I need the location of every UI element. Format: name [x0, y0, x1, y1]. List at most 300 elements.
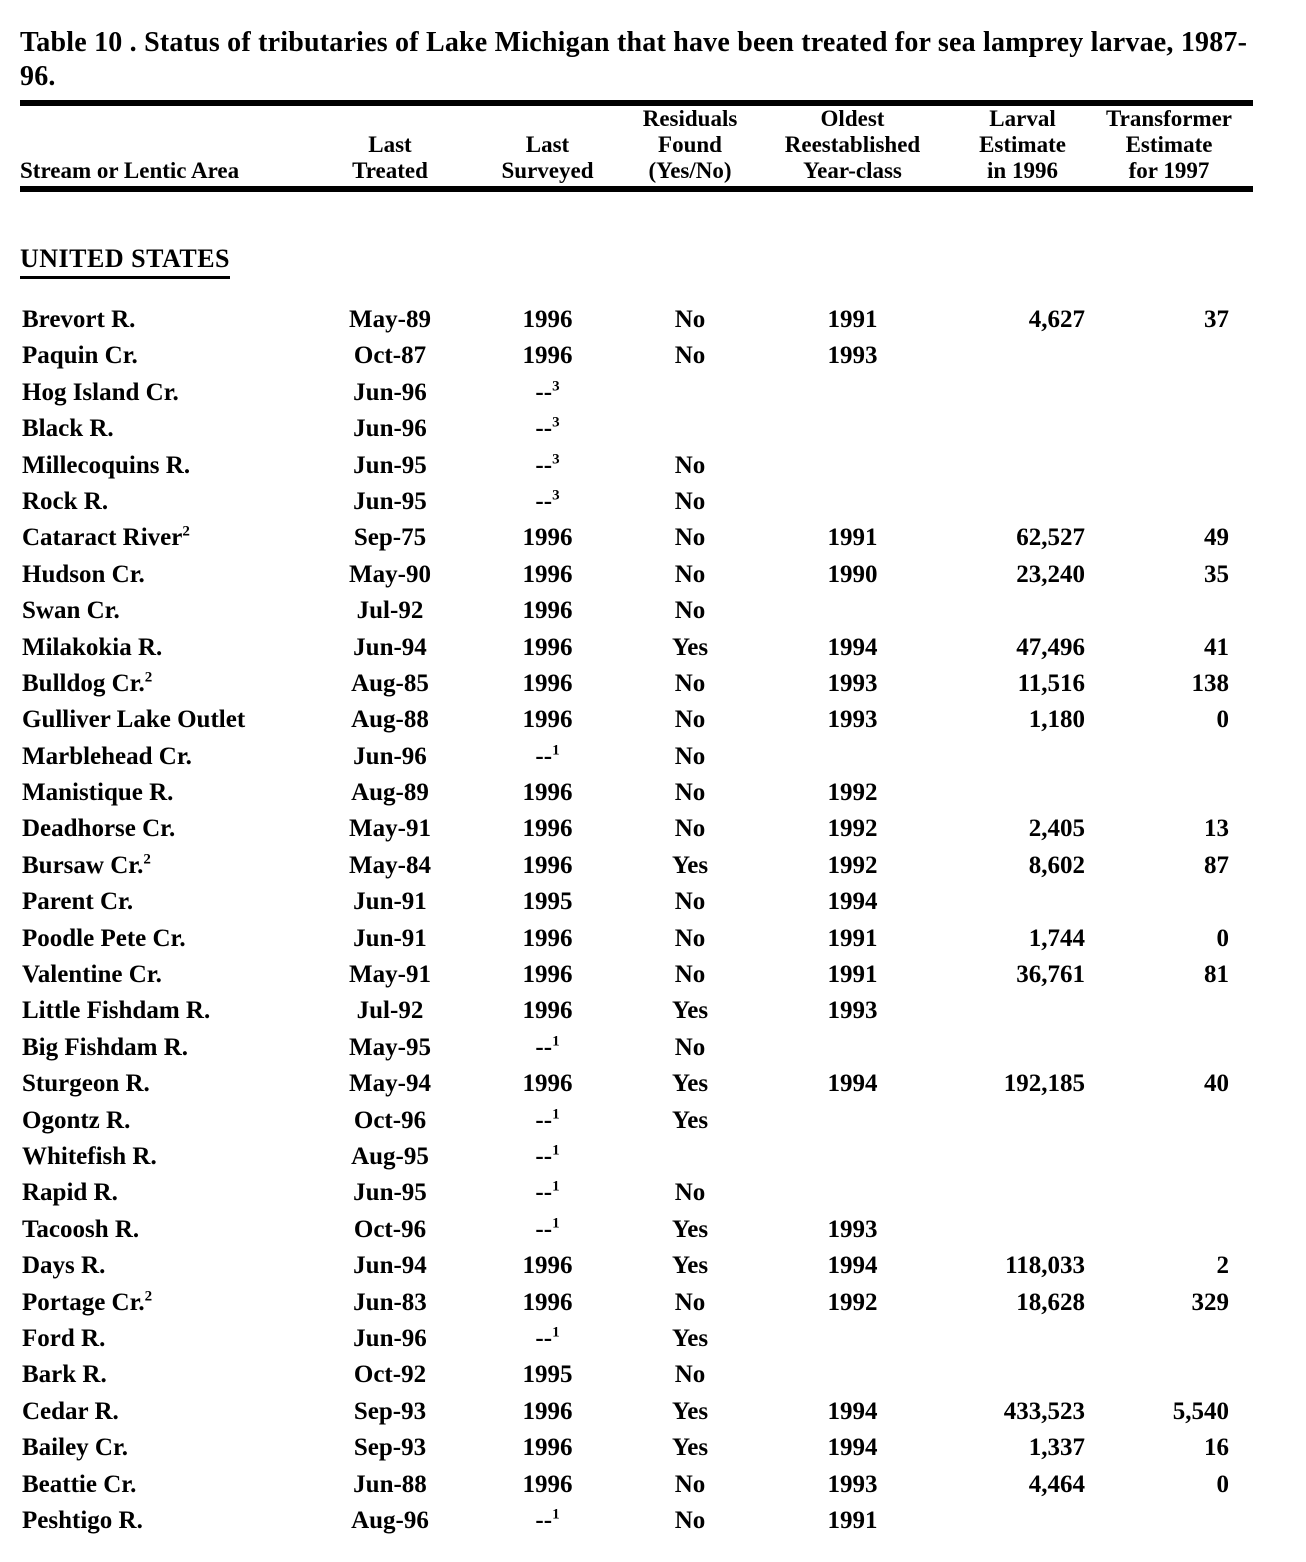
last-treated-cell: Oct-87 [353, 342, 427, 370]
footnote-marker: 2 [144, 669, 153, 686]
larval-estimate-cell [960, 1030, 1085, 1066]
last-surveyed-cell: 1996 [522, 924, 573, 952]
larval-estimate-cell: 1,180 [1028, 706, 1085, 734]
oldest-year-class-cell [745, 593, 960, 629]
larval-estimate-cell [960, 1139, 1085, 1175]
header-line: Stream or Lentic Area [20, 158, 240, 183]
transformer-estimate-cell: 2 [1216, 1252, 1229, 1280]
last-surveyed-cell: 1996 [522, 1434, 573, 1462]
footnote-marker: 1 [552, 1179, 560, 1196]
oldest-year-class-cell [745, 1103, 960, 1139]
oldest-year-class-cell [745, 448, 960, 484]
last-treated-cell: Oct-96 [353, 1215, 427, 1243]
stream-name-cell: Big Fishdam R. [22, 1033, 189, 1061]
last-treated-cell: May-94 [349, 1070, 431, 1098]
larval-estimate-cell [960, 338, 1085, 374]
larval-estimate-cell [960, 1212, 1085, 1248]
stream-name-cell: Rapid R. [22, 1179, 118, 1207]
last-surveyed-cell: 1996 [522, 1397, 573, 1425]
footnote-marker: 2 [144, 1288, 153, 1305]
last-surveyed-cell: 1995 [522, 888, 573, 916]
table-row [20, 411, 1253, 447]
larval-estimate-cell: 1,744 [1028, 924, 1085, 952]
data-table [20, 100, 1253, 1539]
oldest-year-class-cell: 1991 [827, 961, 878, 989]
stream-name-cell: Portage Cr.$^2$ [22, 1288, 153, 1316]
larval-estimate-cell [960, 375, 1085, 411]
last-treated-cell: Jul-92 [356, 997, 424, 1025]
footnote-marker: 3 [552, 451, 560, 468]
oldest-year-class-cell: 1991 [827, 924, 878, 952]
last-surveyed-cell: 1996 [522, 597, 573, 625]
header-larval-estimate-in-1996 [960, 106, 1085, 186]
larval-estimate-cell: 118,033 [1005, 1252, 1085, 1280]
table-row [20, 302, 1253, 338]
residuals-found-cell: Yes [671, 1324, 709, 1352]
table-row [20, 1212, 1253, 1248]
footnote-marker: 1 [552, 1033, 560, 1050]
transformer-estimate-cell: 0 [1216, 706, 1229, 734]
footnote-marker: 1 [552, 1142, 560, 1159]
table-row [20, 1394, 1253, 1430]
table-row [20, 1103, 1253, 1139]
table-row [20, 1030, 1253, 1066]
larval-estimate-cell [960, 484, 1085, 520]
larval-estimate-cell: 1,337 [1028, 1434, 1085, 1462]
larval-estimate-cell: 4,464 [1028, 1470, 1085, 1498]
oldest-year-class-cell: 1991 [827, 306, 878, 333]
residuals-found-cell: No [674, 888, 706, 916]
header-line: in 1996 [987, 158, 1058, 183]
footnote-marker: 2 [143, 851, 151, 868]
header-last-treated [320, 132, 460, 186]
table-row [20, 1430, 1253, 1466]
table-header-row [20, 106, 1253, 186]
transformer-estimate-cell [1085, 484, 1253, 520]
table-row [20, 739, 1253, 775]
last-treated-cell: Oct-96 [353, 1106, 427, 1134]
oldest-year-class-cell: 1994 [827, 1434, 878, 1462]
larval-estimate-cell: 62,527 [1016, 524, 1085, 552]
oldest-year-class-cell: 1991 [827, 1506, 878, 1534]
last-surveyed-cell: --$^3$ [535, 378, 560, 406]
stream-name-cell: Hudson Cr. [22, 560, 145, 588]
table-row [20, 1139, 1253, 1175]
residuals-found-cell [635, 375, 745, 411]
transformer-estimate-cell [1085, 375, 1253, 411]
section-heading-united-states: UNITED STATES [20, 244, 230, 279]
transformer-estimate-cell [1085, 739, 1253, 775]
stream-name-cell: Manistique R. [22, 779, 174, 807]
last-treated-cell: Jun-95 [353, 1179, 427, 1207]
last-surveyed-cell: 1996 [522, 851, 573, 879]
header-oldest-reestablished-year-class [745, 106, 960, 186]
table-row [20, 1503, 1253, 1539]
residuals-found-cell: No [674, 597, 706, 625]
stream-name-cell: Bailey Cr. [22, 1434, 129, 1462]
transformer-estimate-cell: 41 [1204, 633, 1229, 661]
last-treated-cell: May-91 [349, 815, 431, 843]
table-title: Table 10 . Status of tributaries of Lake Michigan that have been treated for sea lamprey larvae, 1987-96. [20, 27, 1248, 92]
table-row [20, 848, 1253, 884]
oldest-year-class-cell: 1993 [827, 997, 878, 1025]
last-treated-cell: Jun-88 [353, 1470, 427, 1498]
stream-name-cell: Deadhorse Cr. [22, 815, 176, 843]
residuals-found-cell: No [674, 815, 706, 843]
oldest-year-class-cell: 1993 [827, 1215, 878, 1243]
residuals-found-cell: No [674, 961, 706, 989]
last-treated-cell: Sep-75 [353, 524, 427, 552]
table-row [20, 338, 1253, 374]
stream-name-cell: Peshtigo R. [22, 1506, 143, 1534]
last-surveyed-cell: --$^1$ [535, 1142, 560, 1170]
header-residuals-found [635, 106, 745, 186]
transformer-estimate-cell [1085, 775, 1253, 811]
larval-estimate-cell [960, 448, 1085, 484]
transformer-estimate-cell: 138 [1191, 669, 1229, 697]
header-line: Residuals [642, 106, 738, 131]
stream-name-cell: Brevort R. [22, 306, 136, 333]
table-row [20, 1175, 1253, 1211]
footnote-marker: 2 [182, 524, 190, 541]
oldest-year-class-cell: 1992 [827, 815, 878, 843]
stream-name-cell: Sturgeon R. [22, 1070, 150, 1098]
residuals-found-cell: Yes [671, 1397, 709, 1425]
last-surveyed-cell: 1996 [522, 669, 573, 697]
residuals-found-cell: No [674, 1361, 706, 1389]
table-row [20, 1285, 1253, 1321]
last-surveyed-cell: 1996 [522, 706, 573, 734]
oldest-year-class-cell: 1994 [827, 633, 878, 661]
larval-estimate-cell [960, 593, 1085, 629]
footnote-marker: 1 [552, 1106, 560, 1123]
last-surveyed-cell: --$^3$ [535, 487, 560, 515]
residuals-found-cell: No [674, 342, 706, 370]
residuals-found-cell: Yes [671, 1434, 709, 1462]
table-row [20, 993, 1253, 1029]
transformer-estimate-cell: 35 [1204, 560, 1229, 588]
last-treated-cell: Aug-96 [351, 1506, 429, 1534]
transformer-estimate-cell: 0 [1216, 924, 1229, 952]
last-surveyed-cell: --$^1$ [535, 1506, 560, 1534]
larval-estimate-cell [960, 1357, 1085, 1393]
header-stream-or-lentic-area [20, 158, 320, 186]
header-line: Oldest [820, 106, 885, 131]
last-surveyed-cell: 1996 [522, 1288, 573, 1316]
residuals-found-cell: Yes [671, 851, 709, 879]
stream-name-cell: Cataract River$^2$ [22, 524, 190, 552]
oldest-year-class-cell: 1990 [827, 560, 878, 588]
header-line: (Yes/No) [648, 158, 732, 183]
oldest-year-class-cell: 1994 [827, 888, 878, 916]
transformer-estimate-cell [1085, 338, 1253, 374]
transformer-estimate-cell [1085, 993, 1253, 1029]
footnote-marker: 1 [552, 742, 560, 759]
last-treated-cell: Jul-92 [356, 597, 424, 625]
last-treated-cell: Jun-94 [353, 1252, 427, 1280]
transformer-estimate-cell: 13 [1204, 815, 1229, 843]
footnote-marker: 3 [552, 414, 560, 431]
stream-name-cell: Ogontz R. [22, 1106, 131, 1134]
last-surveyed-cell: 1995 [522, 1361, 573, 1389]
table-row [20, 375, 1253, 411]
larval-estimate-cell: 18,628 [1016, 1288, 1085, 1316]
last-surveyed-cell: 1996 [522, 342, 573, 370]
header-line: Estimate [1125, 132, 1213, 157]
larval-estimate-cell: 192,185 [1003, 1070, 1085, 1098]
last-treated-cell: Jun-95 [353, 451, 427, 479]
oldest-year-class-cell [745, 739, 960, 775]
table-row [20, 811, 1253, 847]
table-row [20, 1066, 1253, 1102]
stream-name-cell: Cedar R. [22, 1397, 119, 1425]
residuals-found-cell: No [674, 706, 706, 734]
stream-name-cell: Hog Island Cr. [22, 378, 179, 406]
larval-estimate-cell: 8,602 [1028, 851, 1085, 879]
stream-name-cell: Milakokia R. [22, 633, 163, 661]
larval-estimate-cell: 2,405 [1028, 815, 1085, 843]
table-row [20, 1321, 1253, 1357]
last-surveyed-cell: 1996 [522, 1070, 573, 1098]
oldest-year-class-cell: 1993 [827, 669, 878, 697]
last-surveyed-cell: 1996 [522, 997, 573, 1025]
last-treated-cell: Jun-91 [353, 888, 427, 916]
transformer-estimate-cell: 16 [1204, 1434, 1229, 1462]
table-row [20, 557, 1253, 593]
last-treated-cell: Jun-96 [353, 415, 427, 443]
larval-estimate-cell: 4,627 [1028, 306, 1085, 333]
last-treated-cell: Aug-89 [351, 779, 429, 807]
table-row [20, 957, 1253, 993]
header-bottom-rule [20, 186, 1253, 192]
transformer-estimate-cell [1085, 884, 1253, 920]
header-line: Treated [352, 158, 428, 183]
oldest-year-class-cell: 1994 [827, 1070, 878, 1098]
last-surveyed-cell: --$^1$ [535, 1215, 560, 1243]
section-heading-wrap [20, 244, 1253, 280]
larval-estimate-cell [960, 739, 1085, 775]
table-row [20, 775, 1253, 811]
oldest-year-class-cell: 1994 [827, 1397, 878, 1425]
residuals-found-cell: No [674, 669, 706, 697]
stream-name-cell: Beattie Cr. [22, 1470, 137, 1498]
last-treated-cell: Sep-93 [353, 1434, 427, 1462]
last-treated-cell: Jun-96 [353, 742, 427, 770]
residuals-found-cell: Yes [671, 1252, 709, 1280]
last-surveyed-cell: --$^1$ [535, 1033, 560, 1061]
residuals-found-cell: No [674, 742, 706, 770]
last-surveyed-cell: 1996 [522, 815, 573, 843]
last-surveyed-cell: --$^1$ [535, 1179, 560, 1207]
last-surveyed-cell: 1996 [522, 560, 573, 588]
residuals-found-cell: Yes [671, 633, 709, 661]
residuals-found-cell: No [674, 924, 706, 952]
residuals-found-cell: No [674, 524, 706, 552]
last-surveyed-cell: --$^1$ [535, 1106, 560, 1134]
stream-name-cell: Parent Cr. [22, 888, 134, 916]
oldest-year-class-cell [745, 375, 960, 411]
table-row [20, 1357, 1253, 1393]
last-treated-cell: Jun-83 [353, 1288, 427, 1316]
oldest-year-class-cell: 1993 [827, 706, 878, 734]
table-row [20, 1467, 1253, 1503]
table-row [20, 593, 1253, 629]
larval-estimate-cell: 11,516 [1017, 669, 1085, 697]
header-transformer-estimate-for-1997 [1085, 106, 1253, 186]
larval-estimate-cell [960, 1503, 1085, 1539]
table-row [20, 484, 1253, 520]
table-row [20, 520, 1253, 556]
residuals-found-cell: No [674, 560, 706, 588]
oldest-year-class-cell [745, 1139, 960, 1175]
oldest-year-class-cell [745, 1321, 960, 1357]
stream-name-cell: Ford R. [22, 1324, 106, 1352]
transformer-estimate-cell: 0 [1216, 1470, 1229, 1498]
stream-name-cell: Black R. [22, 415, 114, 443]
footnote-marker: 3 [552, 378, 560, 395]
transformer-estimate-cell [1085, 1321, 1253, 1357]
transformer-estimate-cell: 329 [1191, 1288, 1229, 1316]
oldest-year-class-cell [745, 484, 960, 520]
residuals-found-cell: Yes [671, 1070, 709, 1098]
oldest-year-class-cell [745, 1357, 960, 1393]
residuals-found-cell: Yes [671, 1215, 709, 1243]
larval-estimate-cell [960, 411, 1085, 447]
last-surveyed-cell: 1996 [522, 1252, 573, 1280]
stream-name-cell: Bulldog Cr.$^2$ [22, 669, 153, 697]
last-treated-cell: Jun-94 [353, 633, 427, 661]
last-treated-cell: Sep-93 [353, 1397, 427, 1425]
transformer-estimate-cell: 81 [1204, 961, 1229, 989]
transformer-estimate-cell: 5,540 [1172, 1397, 1229, 1425]
last-treated-cell: May-90 [349, 560, 431, 588]
last-surveyed-cell: 1996 [522, 779, 573, 807]
stream-name-cell: Tacoosh R. [22, 1215, 140, 1243]
stream-name-cell: Little Fishdam R. [22, 997, 211, 1025]
transformer-estimate-cell [1085, 1103, 1253, 1139]
last-treated-cell: May-91 [349, 961, 431, 989]
last-treated-cell: Aug-88 [351, 706, 429, 734]
transformer-estimate-cell: 37 [1204, 306, 1229, 333]
last-surveyed-cell: --$^3$ [535, 414, 560, 443]
last-treated-cell: May-95 [349, 1033, 431, 1061]
stream-name-cell: Millecoquins R. [22, 451, 191, 479]
stream-name-cell: Valentine Cr. [22, 961, 162, 989]
header-line: Surveyed [501, 158, 594, 183]
last-surveyed-cell: 1996 [522, 961, 573, 989]
larval-estimate-cell: 36,761 [1016, 961, 1085, 989]
residuals-found-cell: Yes [671, 1106, 709, 1134]
header-line: Found [658, 132, 722, 157]
oldest-year-class-cell: 1992 [827, 1288, 878, 1316]
residuals-found-cell: No [674, 306, 706, 333]
stream-name-cell: Paquin Cr. [22, 342, 138, 370]
transformer-estimate-cell [1085, 1212, 1253, 1248]
larval-estimate-cell [960, 1175, 1085, 1211]
stream-name-cell: Bursaw Cr.$^2$ [22, 851, 151, 879]
last-surveyed-cell: 1996 [522, 524, 573, 552]
last-surveyed-cell: --$^1$ [535, 1324, 560, 1352]
larval-estimate-cell [960, 1321, 1085, 1357]
transformer-estimate-cell [1085, 1030, 1253, 1066]
larval-estimate-cell [960, 775, 1085, 811]
transformer-estimate-cell [1085, 1503, 1253, 1539]
footnote-marker: 1 [552, 1324, 560, 1341]
oldest-year-class-cell: 1991 [827, 524, 878, 552]
stream-name-cell: Days R. [22, 1252, 106, 1280]
stream-name-cell: Swan Cr. [22, 597, 120, 625]
footnote-marker: 3 [552, 487, 560, 504]
oldest-year-class-cell: 1992 [827, 851, 878, 879]
header-line: Larval [989, 106, 1056, 131]
transformer-estimate-cell [1085, 1175, 1253, 1211]
table-row [20, 1248, 1253, 1284]
last-treated-cell: Aug-85 [351, 669, 429, 697]
last-surveyed-cell: 1996 [522, 306, 573, 333]
larval-estimate-cell: 433,523 [1003, 1397, 1085, 1425]
table-row [20, 630, 1253, 666]
header-line: Estimate [979, 132, 1066, 157]
larval-estimate-cell [960, 993, 1085, 1029]
last-treated-cell: Aug-95 [351, 1142, 429, 1170]
last-treated-cell: Jun-96 [353, 378, 427, 406]
last-treated-cell: May-84 [349, 851, 431, 879]
table-row [20, 702, 1253, 738]
transformer-estimate-cell [1085, 411, 1253, 447]
larval-estimate-cell [960, 1103, 1085, 1139]
transformer-estimate-cell: 87 [1204, 851, 1229, 879]
oldest-year-class-cell [745, 1030, 960, 1066]
residuals-found-cell: No [674, 1470, 706, 1498]
transformer-estimate-cell: 40 [1204, 1070, 1229, 1098]
transformer-estimate-cell [1085, 593, 1253, 629]
footnote-marker: 1 [552, 1215, 560, 1232]
stream-name-cell: Rock R. [22, 487, 109, 515]
larval-estimate-cell [960, 884, 1085, 920]
residuals-found-cell: No [674, 1506, 706, 1534]
last-surveyed-cell: --$^3$ [535, 451, 560, 479]
transformer-estimate-cell: 49 [1204, 524, 1229, 552]
residuals-found-cell: No [674, 487, 706, 515]
residuals-found-cell: No [674, 451, 706, 479]
residuals-found-cell: No [674, 1288, 706, 1316]
header-line: Reestablished [784, 132, 921, 157]
last-surveyed-cell: 1996 [522, 1470, 573, 1498]
stream-name-cell: Marblehead Cr. [22, 742, 192, 770]
header-line: Last [368, 132, 412, 157]
residuals-found-cell: Yes [671, 997, 709, 1025]
transformer-estimate-cell [1085, 1139, 1253, 1175]
residuals-found-cell [635, 411, 745, 447]
last-treated-cell: Oct-92 [353, 1361, 427, 1389]
larval-estimate-cell: 23,240 [1016, 560, 1085, 588]
last-treated-cell: Jun-96 [353, 1324, 427, 1352]
table-row [20, 448, 1253, 484]
stream-name-cell: Bark R. [22, 1361, 107, 1389]
residuals-found-cell: No [674, 1033, 706, 1061]
oldest-year-class-cell [745, 411, 960, 447]
larval-estimate-cell: 47,496 [1016, 633, 1085, 661]
last-treated-cell: Jun-95 [353, 487, 427, 515]
oldest-year-class-cell [745, 1175, 960, 1211]
last-treated-cell: May-89 [349, 306, 431, 333]
header-line: for 1997 [1128, 158, 1210, 183]
oldest-year-class-cell: 1994 [827, 1252, 878, 1280]
footnote-marker: 1 [552, 1506, 560, 1523]
transformer-estimate-cell [1085, 1357, 1253, 1393]
residuals-found-cell: No [674, 1179, 706, 1207]
header-line: Year-class [803, 158, 902, 183]
